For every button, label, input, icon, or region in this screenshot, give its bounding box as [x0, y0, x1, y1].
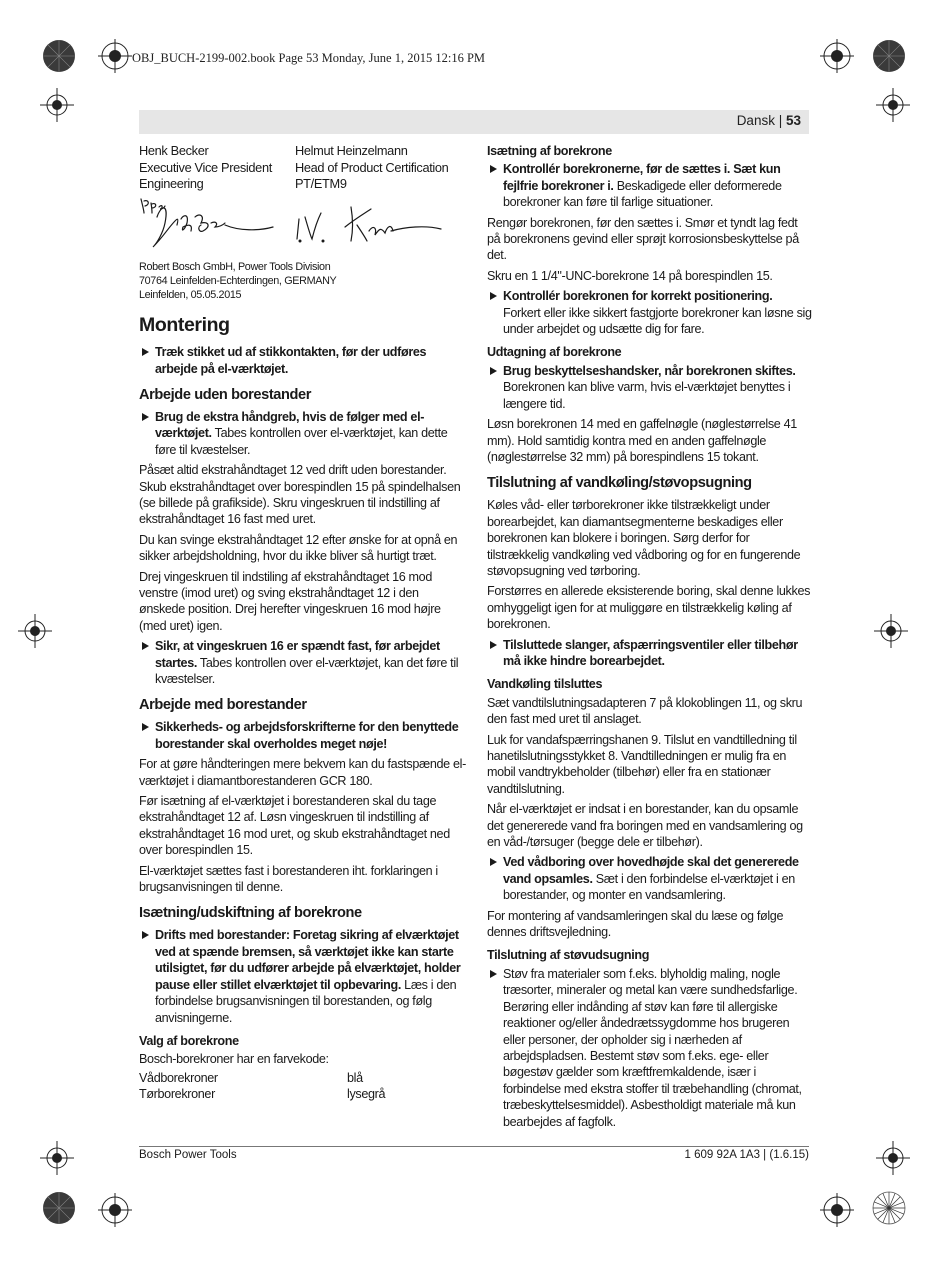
paragraph: For montering af vandsamleringen skal du læse og følge dennes driftsvejledning.: [487, 908, 784, 940]
subsection-title: Isætning/udskiftning af borekrone: [139, 905, 362, 922]
company-line: 70764 Leinfelden-Echterdingen, GERMANY: [139, 274, 337, 287]
warning-text: Tabes kontrollen over el-værktøjet, kan dette føre til kvæstelser.: [155, 426, 448, 457]
footer-doc-number: 1 609 92A 1A3 | (1.6.15): [684, 1149, 809, 1161]
crosshair-mark-icon: [40, 88, 74, 122]
warning-item: [487, 363, 812, 412]
subsection-title: Arbejde med borestander: [139, 697, 307, 714]
starburst-mark-icon: [42, 1191, 76, 1225]
footer-brand: Bosch Power Tools: [139, 1149, 237, 1161]
signatory-right: [295, 143, 466, 193]
warning-bold: Ved vådboring over hovedhøjde skal det genererede vand opsamles.: [503, 855, 799, 886]
signature-image: [139, 197, 459, 259]
crosshair-mark-icon: [98, 1193, 132, 1227]
starburst-mark-icon: [872, 39, 906, 73]
crosshair-mark-icon: [40, 1141, 74, 1175]
paragraph: Skru en 1 1/4"-UNC-borekrone 14 på borespindlen 15.: [487, 268, 773, 283]
warning-bold: Kontrollér borekronerne, før de sættes i. Sæt kun fejlfrie borekroner i.: [503, 162, 781, 193]
paragraph: Sæt vandtilslutningsadapteren 7 på klokoblingen 11, og skru den fast med uret til anslaget.: [487, 695, 803, 727]
warning-text: Borekronen kan blive varm, hvis el-værktøjet benyttes i længere tid.: [503, 380, 791, 411]
company-line: Robert Bosch GmbH, Power Tools Division: [139, 260, 331, 273]
paragraph: Køles våd- eller tørborekroner ikke tilstrækkeligt under borearbejdet, kan diamantsegmenterne beskadiges eller borekronen kan blokere i boringen. Sørg derfor for tilstrækkelig vandkøling ved vådboring og for en fungerende støvopsugning ved tørboring.: [487, 498, 801, 578]
warning-bold: Sikkerheds- og arbejdsforskrifterne for den benyttede borestander skal overholdes meget nøje!: [155, 720, 459, 751]
footer-divider: [139, 1146, 809, 1147]
minor-heading: Vandkøling tilsluttes: [487, 677, 603, 692]
crosshair-mark-icon: [820, 39, 854, 73]
color-code-table: [139, 1070, 466, 1103]
warning-bold: Sikr, at vingeskruen 16 er spændt fast, før arbejdet startes.: [155, 639, 440, 670]
table-cell-type: Vådborekroner: [139, 1070, 218, 1085]
paragraph: Løsn borekronen 14 med en gaffelnøgle (nøglestørrelse 41 mm). Hold samtidig kontra med en anden gaffelnøgle (nøglestørrelse 32 mm) på borespindlens 15 tokant.: [487, 417, 797, 464]
signatory-left: [139, 143, 295, 193]
warning-item: [487, 854, 812, 903]
minor-heading: Valg af borekrone: [139, 1033, 239, 1048]
section-title-montering: Montering: [139, 314, 230, 337]
signatory-title: PT/ETM9: [295, 176, 347, 191]
warning-item: [487, 161, 812, 210]
signatory-name: Henk Becker: [139, 143, 209, 158]
paragraph: Bosch-borekroner har en farvekode:: [139, 1052, 329, 1067]
header-language: Dansk: [736, 113, 775, 128]
paragraph: Når el-værktøjet er indsat i en borestander, kan du opsamle det genererede vand fra boringen med en vandsamlering og en våd-/tørsuger (begge dele er tilbehør).: [487, 802, 803, 850]
paragraph: Rengør borekronen, før den sættes i. Smør et tyndt lag fedt på borekronens gevind eller sprøjt korrosionsbeskyttelse på det.: [487, 215, 799, 263]
warning-bold: Drifts med borestander: Foretag sikring af elværktøjet ved at spænde bremsen, så værktøjet ikke kan starte utilsigtet, før du udfører arbejde på elværktøjet, holder pause eller stillet elværktøjet til opbevaring.: [155, 928, 461, 992]
page-number: 53: [785, 113, 801, 128]
signatory-title: Head of Product Certification: [295, 159, 449, 175]
warning-item: [139, 344, 466, 377]
warning-item: [487, 637, 812, 670]
warning-text: Støv fra materialer som f.eks. blyholdig maling, nogle træsorter, mineraler og metal kan være sundhedsfarlige. Berøring eller indånding af støv kan føre til allergiske reaktioner og/eller åndedrætssygdomme hos brugeren eller personer, der opholder sig i nærheden af arbejdspladsen. Bestemt støv som f.eks. ege- eller bøgestøv gælder som kræftfremkaldende, især i forbindelse med ekstra stoffer til træbehandling (chromat, træbeskyttelsesmiddel). Asbestholdigt materiale må kun bearbejdes af fagfolk.: [503, 966, 802, 1129]
table-cell-color: lysegrå: [347, 1087, 386, 1102]
table-row: [139, 1086, 466, 1102]
warning-text: Sæt i den forbindelse el-værktøjet i en borestander, og monter en vandsamlering.: [503, 871, 795, 903]
paragraph: For at gøre håndteringen mere bekvem kan du fastspænde el-værktøjet i diamantborestanderen GCR 180.: [139, 757, 466, 788]
header-language-page: Dansk | 53: [736, 113, 801, 128]
warning-item: [487, 288, 812, 337]
paragraph: Luk for vandafspærringshanen 9. Tilslut en vandtilledning til hanetilslutningsstykket 8. Vandtilledningen er mulig fra en mobil vandtrykbeholder (tilbehør) eller fra en stationær vandtilslutning.: [487, 732, 797, 796]
crosshair-mark-icon: [876, 1141, 910, 1175]
right-column: [487, 143, 812, 1134]
warning-bold: Brug beskyttelseshandsker, når borekronen skiftes.: [503, 363, 796, 378]
paragraph: El-værktøjet sættes fast i borestanderen iht. forklaringen i brugsanvisningen til denne.: [139, 863, 438, 895]
warning-bold: Brug de ekstra håndgreb, hvis de følger med el-værktøjet.: [155, 409, 425, 441]
subsection-title: Arbejde uden borestander: [139, 386, 312, 403]
starburst-mark-icon: [872, 1191, 906, 1225]
crosshair-mark-icon: [820, 1193, 854, 1227]
table-cell-color: blå: [347, 1070, 363, 1085]
warning-bold: Træk stikket ud af stikkontakten, før der udføres arbejde på el-værktøjet.: [155, 345, 427, 376]
minor-heading: Isætning af borekrone: [487, 144, 612, 158]
warning-text: Læs i den forbindelse brugsanvisningen til borestanden, og følg anvisningerne.: [155, 977, 457, 1025]
warning-text: Tabes kontrollen over el-værktøjet, kan det føre til kvæstelser.: [155, 655, 459, 687]
crosshair-mark-icon: [876, 88, 910, 122]
warning-item: [139, 927, 466, 1025]
warning-item: [487, 966, 812, 1130]
minor-heading: Udtagning af borekrone: [487, 345, 622, 360]
warning-text: Forkert eller ikke sikkert fastgjorte borekroner kan løsne sig under arbejdet og udsætte dig for fare.: [503, 305, 812, 337]
company-address: [139, 260, 466, 303]
left-column: [139, 143, 466, 1103]
table-row: [139, 1070, 466, 1086]
paragraph: Du kan svinge ekstrahåndtaget 12 efter ønske for at opnå en sikker arbejdsholdning, hvor du ikke bliver så hurtigt træt.: [139, 532, 458, 564]
warning-item: [139, 409, 466, 458]
paragraph: Drej vingeskruen til indstiling af ekstrahåndtaget 16 mod venstre (imod uret) og sving ekstrahåndtaget 12 i den ønskede position. Drej herefter vingeskruen 16 mod højre (med uret) igen.: [139, 569, 441, 633]
signatory-title: Executive Vice President: [139, 159, 272, 175]
signatory-title: Engineering: [139, 176, 204, 191]
slug-line: OBJ_BUCH-2199-002.book Page 53 Monday, June 1, 2015 12:16 PM: [132, 51, 486, 65]
table-cell-type: Tørborekroner: [139, 1087, 215, 1102]
crosshair-mark-icon: [98, 39, 132, 73]
starburst-mark-icon: [42, 39, 76, 73]
page-header: [139, 110, 809, 134]
handwritten-signatures: [139, 193, 466, 260]
signatory-names: [139, 143, 466, 193]
company-line: Leinfelden, 05.05.2015: [139, 288, 242, 301]
minor-heading: Tilslutning af støvudsugning: [487, 948, 650, 963]
crosshair-mark-icon: [18, 614, 52, 648]
paragraph: Før isætning af el-værktøjet i borestanderen skal du tage ekstrahåndtaget 12 af. Løsn vingeskruen til indstilling af ekstrahåndtaget 16 mod uret, og skub ekstrahåndtaget ned over borespindlen 15.: [139, 794, 450, 858]
signatory-name: Helmut Heinzelmann: [295, 143, 408, 158]
crosshair-mark-icon: [874, 614, 908, 648]
warning-bold: Kontrollér borekronen for korrekt positionering.: [503, 289, 773, 304]
warning-bold: Tilsluttede slanger, afspærringsventiler eller tilbehør må ikke hindre borearbejdet.: [503, 637, 798, 668]
warning-text: Beskadigede eller deformerede borekroner kan føre til farlige situationer.: [503, 178, 782, 210]
paragraph: Forstørres en allerede eksisterende boring, skal denne lukkes omhyggeligt igen for at muliggøre en tilstrækkelig køling af borekronen.: [487, 584, 811, 632]
subsection-title: Tilslutning af vandkøling/støvopsugning: [487, 475, 752, 492]
warning-item: [139, 719, 466, 752]
paragraph: Påsæt altid ekstrahåndtaget 12 ved drift uden borestander. Skub ekstrahåndtaget over borespindlen 15 på spindelhalsen (se billede på grafikside). Skru vingeskruen til indstilling af ekstrahåndtaget 16 fast med uret.: [139, 463, 461, 527]
warning-item: [139, 638, 466, 687]
